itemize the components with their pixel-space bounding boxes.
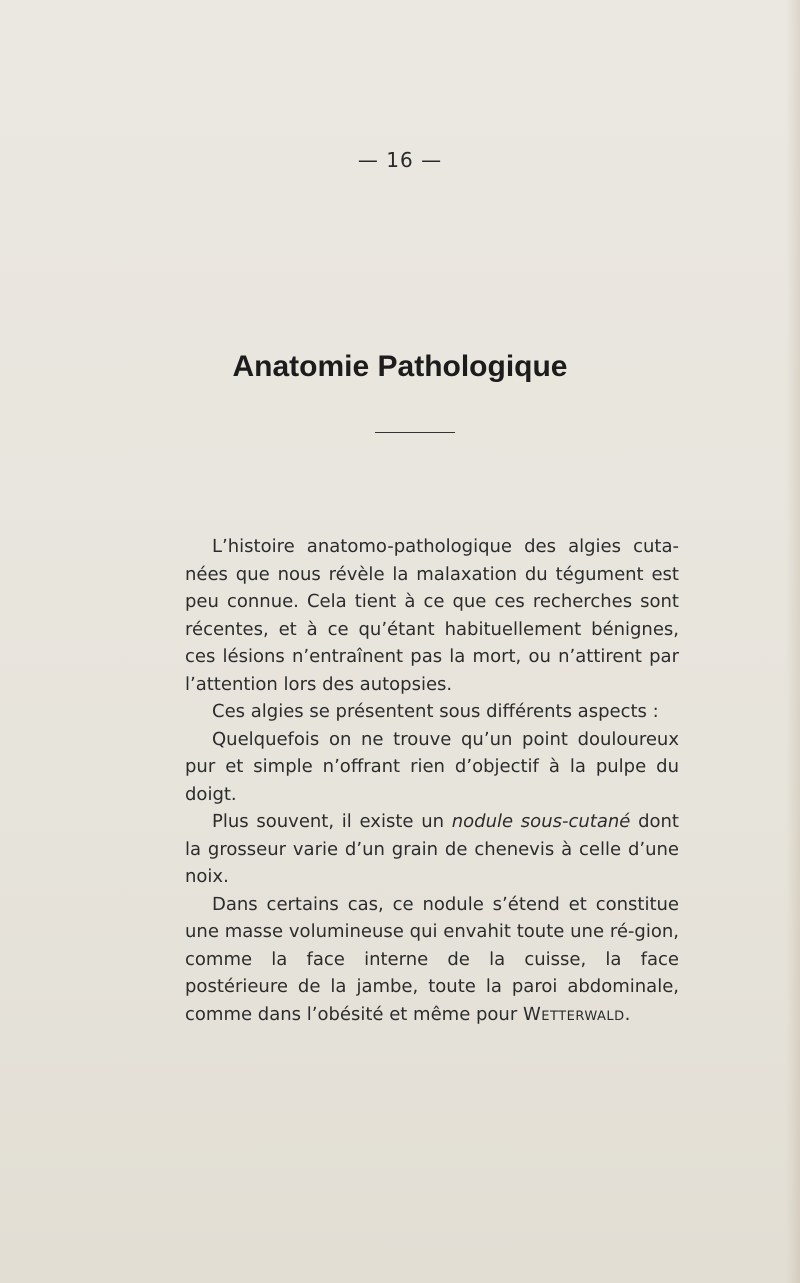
author-name: Wetterwald <box>522 1003 625 1025</box>
paragraph-4-text-before: Plus souvent, il existe un <box>212 811 452 832</box>
page-title: Anatomie Pathologique <box>232 350 568 383</box>
paragraph-4-text-after: dont la grosseur varie d’un grain de chenevis à celle d’une noix. <box>185 811 679 887</box>
paragraph-5-text-after: . <box>624 1003 631 1025</box>
paragraph-5-text-before: Dans certains cas, ce nodule s’étend et constitue une masse volumineuse qui envahit toute une ré-gion, comme la face interne de la cuisse, la face postérieure de la jambe, toute la paroi abdominale, comme dans l’obésité et même pour <box>185 893 679 1025</box>
title-divider <box>375 432 455 433</box>
body-text <box>185 533 679 1028</box>
paragraph-1: L’histoire anatomo-pathologique des algies cuta-nées que nous révèle la malaxation du tégument est peu connue. Cela tient à ce que ces recherches sont récentes, et à ce qu’étant habituellement bénignes, ces lésions n’entraînent pas la mort, ou n’attirent par l’attention lors des autopsies. <box>185 536 679 695</box>
paragraph-3 <box>185 726 679 809</box>
page-number: — 16 — <box>357 148 443 172</box>
paragraph-3-text: Quelquefois on ne trouve qu’un point douloureux pur et simple n’offrant rien d’objectif à la pulpe du doigt. <box>185 728 679 805</box>
paragraph-4 <box>185 808 679 891</box>
paragraph-2: Ces algies se présentent sous différents aspects : <box>212 701 659 722</box>
paragraph-4-emphasis: nodule sous-cutané <box>451 811 631 832</box>
page-edge-shadow <box>786 0 800 1283</box>
paragraph-5 <box>185 891 679 1029</box>
